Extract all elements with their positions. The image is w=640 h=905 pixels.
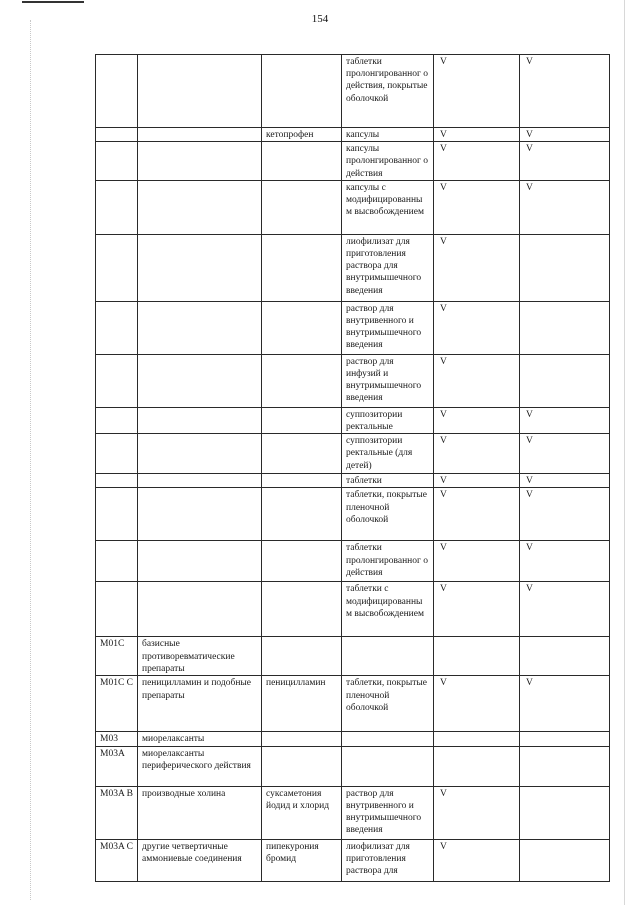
dosage-form-cell: лиофилизат для приготовления раствора для внутримышечного введения — [342, 234, 434, 301]
group-name-cell — [138, 488, 262, 541]
atc-code-cell: M03A B — [96, 786, 138, 839]
atc-code-cell — [96, 301, 138, 354]
scan-left-edge — [30, 20, 31, 900]
drug-name-cell — [262, 434, 342, 474]
mark-cell-2: V — [520, 55, 610, 128]
mark-cell-2 — [520, 746, 610, 786]
table-body — [96, 55, 610, 882]
table-row — [96, 582, 610, 637]
group-name-cell — [138, 234, 262, 301]
atc-code-cell — [96, 142, 138, 181]
table-row — [96, 180, 610, 234]
atc-code-cell — [96, 488, 138, 541]
mark-cell-1: V — [434, 128, 520, 142]
dosage-form-cell: лиофилизат для приготовления раствора для — [342, 839, 434, 881]
group-name-cell — [138, 128, 262, 142]
drug-name-cell: пипекурония бромид — [262, 839, 342, 881]
dosage-form-cell: суппозитории ректальные — [342, 407, 434, 433]
dosage-form-cell — [342, 732, 434, 746]
drug-name-cell — [262, 474, 342, 488]
drug-name-cell — [262, 180, 342, 234]
mark-cell-1: V — [434, 234, 520, 301]
atc-code-cell — [96, 582, 138, 637]
table-row — [96, 839, 610, 881]
mark-cell-1: V — [434, 301, 520, 354]
drug-name-cell — [262, 234, 342, 301]
group-name-cell — [138, 301, 262, 354]
mark-cell-2: V — [520, 434, 610, 474]
group-name-cell — [138, 582, 262, 637]
group-name-cell: другие четвертичные аммониевые соединения — [138, 839, 262, 881]
atc-code-cell: M03A C — [96, 839, 138, 881]
table-row — [96, 637, 610, 676]
dosage-form-cell: раствор для внутривенного и внутримышечного введения — [342, 301, 434, 354]
mark-cell-1: V — [434, 180, 520, 234]
dosage-form-cell: таблетки пролонгированног о действия — [342, 541, 434, 582]
atc-code-cell: M01C C — [96, 676, 138, 732]
mark-cell-2 — [520, 786, 610, 839]
table-row — [96, 434, 610, 474]
dosage-form-cell: капсулы — [342, 128, 434, 142]
dosage-form-cell: таблетки, покрытые пленочной оболочкой — [342, 676, 434, 732]
table-row — [96, 746, 610, 786]
mark-cell-1: V — [434, 541, 520, 582]
mark-cell-1: V — [434, 434, 520, 474]
atc-code-cell: M01C — [96, 637, 138, 676]
table-row — [96, 55, 610, 128]
dosage-form-cell: таблетки — [342, 474, 434, 488]
table-row — [96, 354, 610, 407]
table-row — [96, 234, 610, 301]
dosage-form-cell: таблетки, покрытые пленочной оболочкой — [342, 488, 434, 541]
mark-cell-1 — [434, 746, 520, 786]
group-name-cell — [138, 354, 262, 407]
mark-cell-1: V — [434, 474, 520, 488]
atc-code-cell — [96, 234, 138, 301]
mark-cell-1: V — [434, 407, 520, 433]
atc-code-cell — [96, 55, 138, 128]
atc-code-cell — [96, 474, 138, 488]
group-name-cell — [138, 407, 262, 433]
dosage-form-cell: раствор для внутривенного и внутримышечного введения — [342, 786, 434, 839]
mark-cell-2 — [520, 637, 610, 676]
atc-code-cell — [96, 354, 138, 407]
mark-cell-1: V — [434, 55, 520, 128]
mark-cell-2 — [520, 354, 610, 407]
mark-cell-2: V — [520, 407, 610, 433]
table-row — [96, 732, 610, 746]
mark-cell-1 — [434, 637, 520, 676]
mark-cell-1: V — [434, 786, 520, 839]
table-row — [96, 407, 610, 433]
group-name-cell: пеницилламин и подобные препараты — [138, 676, 262, 732]
mark-cell-2: V — [520, 582, 610, 637]
dosage-form-cell: таблетки пролонгированног о действия, покрытые оболочкой — [342, 55, 434, 128]
mark-cell-2 — [520, 234, 610, 301]
table-row — [96, 301, 610, 354]
group-name-cell — [138, 541, 262, 582]
mark-cell-2: V — [520, 128, 610, 142]
dosage-form-cell: капсулы с модифицированны м высвобождением — [342, 180, 434, 234]
mark-cell-1: V — [434, 354, 520, 407]
group-name-cell: миорелаксанты — [138, 732, 262, 746]
drug-table — [95, 54, 610, 882]
mark-cell-2: V — [520, 180, 610, 234]
mark-cell-2 — [520, 839, 610, 881]
table-row — [96, 474, 610, 488]
drug-name-cell — [262, 55, 342, 128]
table-row — [96, 142, 610, 181]
table-row — [96, 676, 610, 732]
atc-code-cell: M03A — [96, 746, 138, 786]
group-name-cell — [138, 55, 262, 128]
group-name-cell — [138, 180, 262, 234]
group-name-cell — [138, 142, 262, 181]
drug-name-cell — [262, 488, 342, 541]
atc-code-cell — [96, 128, 138, 142]
drug-name-cell — [262, 142, 342, 181]
drug-name-cell — [262, 407, 342, 433]
table-row — [96, 488, 610, 541]
dosage-form-cell: раствор для инфузий и внутримышечного введения — [342, 354, 434, 407]
mark-cell-2: V — [520, 142, 610, 181]
scan-right-edge — [624, 0, 625, 905]
dosage-form-cell: таблетки с модифицированны м высвобождением — [342, 582, 434, 637]
mark-cell-2: V — [520, 474, 610, 488]
drug-name-cell — [262, 746, 342, 786]
drug-name-cell — [262, 354, 342, 407]
drug-name-cell — [262, 732, 342, 746]
group-name-cell: производные холина — [138, 786, 262, 839]
group-name-cell: миорелаксанты периферического действия — [138, 746, 262, 786]
atc-code-cell — [96, 180, 138, 234]
scan-artifact-line — [22, 1, 84, 3]
mark-cell-1: V — [434, 839, 520, 881]
table-row — [96, 541, 610, 582]
drug-name-cell — [262, 637, 342, 676]
mark-cell-2: V — [520, 488, 610, 541]
group-name-cell: базисные противоревматические препараты — [138, 637, 262, 676]
dosage-form-cell: капсулы пролонгированног о действия — [342, 142, 434, 181]
group-name-cell — [138, 434, 262, 474]
mark-cell-2 — [520, 301, 610, 354]
mark-cell-1 — [434, 732, 520, 746]
mark-cell-2 — [520, 732, 610, 746]
dosage-form-cell — [342, 746, 434, 786]
drug-name-cell — [262, 541, 342, 582]
atc-code-cell — [96, 541, 138, 582]
drug-name-cell: кетопрофен — [262, 128, 342, 142]
mark-cell-2: V — [520, 676, 610, 732]
mark-cell-1: V — [434, 582, 520, 637]
atc-code-cell: M03 — [96, 732, 138, 746]
dosage-form-cell: суппозитории ректальные (для детей) — [342, 434, 434, 474]
mark-cell-2: V — [520, 541, 610, 582]
page-number: 154 — [311, 13, 329, 25]
atc-code-cell — [96, 407, 138, 433]
drug-name-cell — [262, 301, 342, 354]
dosage-form-cell — [342, 637, 434, 676]
drug-name-cell — [262, 582, 342, 637]
mark-cell-1: V — [434, 676, 520, 732]
group-name-cell — [138, 474, 262, 488]
mark-cell-1: V — [434, 142, 520, 181]
table-row — [96, 128, 610, 142]
mark-cell-1: V — [434, 488, 520, 541]
atc-code-cell — [96, 434, 138, 474]
table-row — [96, 786, 610, 839]
drug-name-cell: пеницилламин — [262, 676, 342, 732]
drug-name-cell: суксаметония йодид и хлорид — [262, 786, 342, 839]
